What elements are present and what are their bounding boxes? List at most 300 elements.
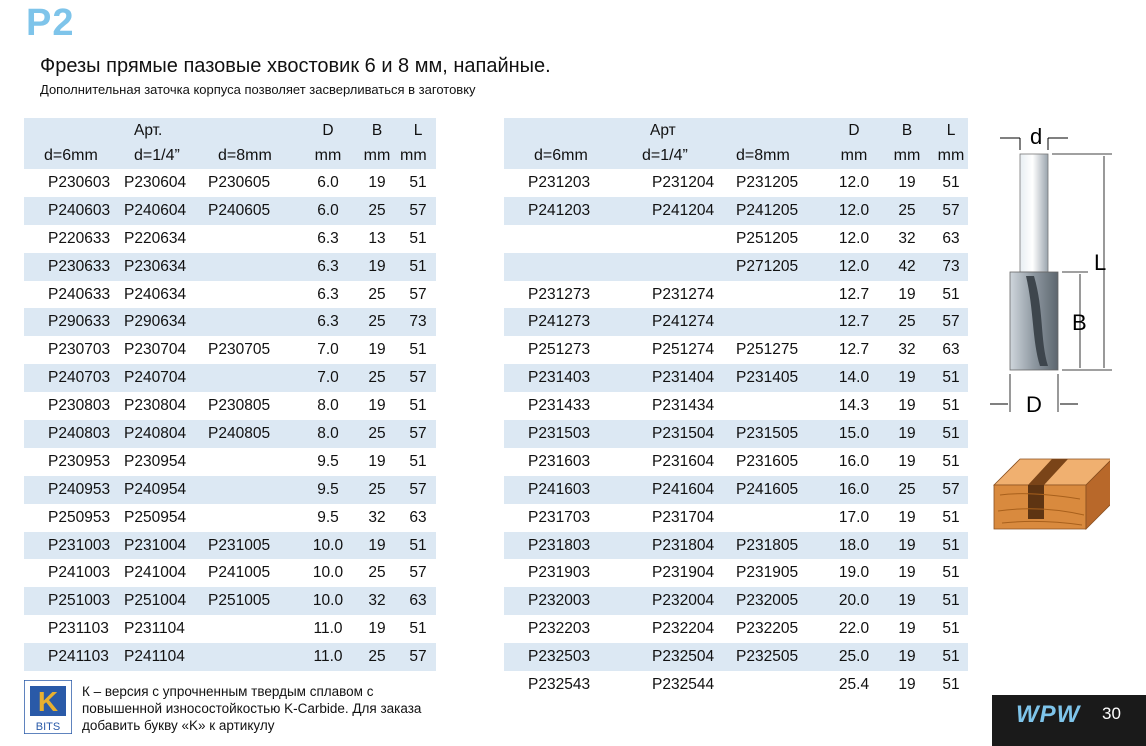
- col-header-unit: mm: [354, 143, 400, 169]
- d-cell: 25.4: [838, 675, 870, 693]
- art-d14-cell: P230604: [124, 173, 187, 191]
- art-d6-cell: P240703: [24, 364, 124, 392]
- art-d14-cell: P231274: [652, 285, 715, 303]
- art-d8-cell: P240605: [206, 197, 302, 225]
- table-row: [504, 615, 968, 643]
- art-d8-cell: P232205: [736, 620, 799, 638]
- d-cell: 19.0: [838, 564, 870, 582]
- k-bits-logo: [24, 680, 72, 734]
- col-header-art: Арт.: [124, 118, 206, 143]
- art-d8-cell: P251205: [736, 229, 799, 247]
- d-cell: 11.0: [313, 620, 343, 638]
- table-row: [24, 615, 436, 643]
- b-cell: 19: [368, 452, 386, 470]
- art-d6-cell: P231403: [504, 364, 634, 392]
- art-d6-cell: P231903: [528, 564, 591, 582]
- b-cell: 19: [898, 508, 916, 526]
- d-cell: 22.0: [838, 620, 870, 638]
- art-d14-cell: P232204: [652, 620, 715, 638]
- d-cell: 17.0: [838, 508, 870, 526]
- col-header-unit: mm: [400, 143, 436, 169]
- table-row: [504, 281, 968, 309]
- art-d14-cell: P241004: [124, 564, 187, 582]
- art-d8-cell: [206, 448, 302, 476]
- col-header-unit: mm: [828, 143, 880, 169]
- art-d6-cell: P240633: [48, 285, 111, 303]
- table-row: [504, 587, 968, 615]
- d-cell: 25.0: [828, 643, 880, 671]
- b-cell: 19: [368, 173, 386, 191]
- table-row: [504, 253, 968, 281]
- art-d8-cell: [206, 281, 302, 309]
- art-d14-cell: [634, 225, 732, 253]
- art-d8-cell: [206, 253, 302, 281]
- d-cell: 8.0: [302, 420, 354, 448]
- art-d8-cell: P231805: [732, 532, 828, 560]
- d-cell: 6.3: [302, 253, 354, 281]
- page-number: 30: [1102, 704, 1121, 723]
- art-d14-cell: P231104: [124, 620, 185, 638]
- b-cell: 25: [354, 643, 400, 671]
- b-cell: 25: [354, 197, 400, 225]
- art-d6-cell: P240603: [24, 197, 124, 225]
- art-d14-cell: P240804: [124, 420, 206, 448]
- l-cell: 51: [942, 452, 960, 470]
- art-d6-cell: P230703: [48, 341, 111, 359]
- art-d14-cell: P231904: [652, 564, 715, 582]
- wood-slot-illustration: [990, 455, 1110, 531]
- art-d8-cell: [732, 504, 828, 532]
- art-d8-cell: [206, 308, 302, 336]
- l-cell: 51: [942, 397, 960, 415]
- d-cell: 6.0: [302, 197, 354, 225]
- l-cell: 51: [934, 532, 968, 560]
- art-d8-cell: P241005: [208, 564, 271, 582]
- art-d8-cell: P230705: [208, 341, 271, 359]
- art-d6-cell: P232203: [528, 620, 591, 638]
- art-d8-cell: [206, 643, 302, 671]
- d-cell: 12.0: [838, 229, 870, 247]
- art-d6-cell: P251003: [24, 587, 124, 615]
- d-cell: 12.0: [828, 253, 880, 281]
- art-d8-cell: P251005: [206, 587, 302, 615]
- d-cell: 12.0: [828, 197, 880, 225]
- product-table-right: [504, 118, 968, 699]
- table-row: [24, 587, 436, 615]
- art-d14-cell: P250954: [124, 508, 187, 526]
- art-d8-cell: P231905: [736, 564, 799, 582]
- b-cell: 13: [368, 229, 386, 247]
- l-cell: 73: [400, 308, 436, 336]
- art-d8-cell: P231605: [736, 452, 799, 470]
- b-cell: 19: [898, 564, 916, 582]
- art-d14-cell: P231434: [652, 397, 715, 415]
- art-d6-cell: P241603: [504, 476, 634, 504]
- l-cell: 73: [934, 253, 968, 281]
- art-d14-cell: P241274: [634, 308, 732, 336]
- l-cell: 51: [942, 564, 960, 582]
- b-cell: 25: [368, 285, 386, 303]
- b-cell: 19: [368, 620, 386, 638]
- d-cell: 16.0: [838, 452, 870, 470]
- page-subtitle: Дополнительная заточка корпуса позволяет засверливаться в заготовку: [40, 82, 476, 97]
- table-row: [24, 364, 436, 392]
- b-cell: 19: [880, 587, 934, 615]
- art-d8-cell: P232505: [732, 643, 828, 671]
- art-d6-cell: P231003: [24, 532, 124, 560]
- table-row: [24, 336, 436, 364]
- l-cell: 63: [400, 587, 436, 615]
- art-d6-cell: P231203: [528, 173, 591, 191]
- art-d6-cell: P240803: [24, 420, 124, 448]
- table-row: [504, 448, 968, 476]
- b-cell: 32: [898, 341, 916, 359]
- d-cell: 6.3: [317, 229, 339, 247]
- l-cell: 51: [409, 229, 427, 247]
- art-d6-cell: P231103: [48, 620, 109, 638]
- d-cell: 12.7: [838, 285, 870, 303]
- label-d: d: [1030, 124, 1043, 149]
- b-cell: 19: [368, 341, 386, 359]
- l-cell: 51: [942, 620, 960, 638]
- art-d8-cell: P271205: [732, 253, 828, 281]
- col-header-unit: mm: [880, 143, 934, 169]
- art-d14-cell: P231704: [652, 508, 715, 526]
- art-d6-cell: P230633: [24, 253, 124, 281]
- art-d8-cell: P241605: [732, 476, 828, 504]
- table-row: [504, 643, 968, 671]
- table-row: [504, 225, 968, 253]
- art-d14-cell: P240704: [124, 364, 206, 392]
- l-cell: 57: [400, 364, 436, 392]
- l-cell: 57: [934, 197, 968, 225]
- b-cell: 25: [354, 420, 400, 448]
- d-cell: 10.0: [302, 532, 354, 560]
- d-cell: 6.3: [302, 308, 354, 336]
- col-header-l: L: [400, 118, 436, 143]
- art-d14-cell: P240954: [124, 476, 206, 504]
- art-d14-cell: P231004: [124, 532, 206, 560]
- table-row: [24, 532, 436, 560]
- art-d14-cell: P231404: [634, 364, 732, 392]
- art-d8-cell: P231405: [732, 364, 828, 392]
- art-d8-cell: [206, 476, 302, 504]
- art-d8-cell: [732, 281, 828, 309]
- art-d6-cell: P232003: [504, 587, 634, 615]
- table-row: [504, 671, 968, 699]
- b-cell: 25: [880, 476, 934, 504]
- art-d14-cell: P240634: [124, 285, 187, 303]
- d-cell: 15.0: [828, 420, 880, 448]
- table-row: [504, 532, 968, 560]
- art-d14-cell: P240604: [124, 197, 206, 225]
- l-cell: 51: [942, 285, 960, 303]
- art-d8-cell: [732, 308, 828, 336]
- l-cell: 51: [942, 508, 960, 526]
- col-header-art: Арт: [634, 118, 732, 143]
- d-cell: 7.0: [302, 364, 354, 392]
- art-d6-cell: P290633: [24, 308, 124, 336]
- art-d8-cell: P251275: [736, 341, 799, 359]
- table-row: [504, 420, 968, 448]
- art-d14-cell: P251004: [124, 587, 206, 615]
- label-B: B: [1072, 310, 1087, 335]
- l-cell: 51: [409, 620, 427, 638]
- b-cell: 25: [880, 308, 934, 336]
- l-cell: 57: [400, 197, 436, 225]
- art-d6-cell: P231503: [504, 420, 634, 448]
- art-d14-cell: P230634: [124, 253, 206, 281]
- art-d6-cell: P241273: [504, 308, 634, 336]
- art-d14-cell: P241604: [634, 476, 732, 504]
- b-cell: 19: [898, 173, 916, 191]
- section-logo: P2: [26, 2, 75, 44]
- art-d14-cell: P230954: [124, 452, 187, 470]
- art-d8-cell: P232005: [732, 587, 828, 615]
- table-row: [24, 448, 436, 476]
- art-d14-cell: P230804: [124, 397, 187, 415]
- d-cell: 16.0: [828, 476, 880, 504]
- b-cell: 25: [368, 564, 386, 582]
- l-cell: 57: [400, 476, 436, 504]
- l-cell: 51: [400, 532, 436, 560]
- table-row: [504, 559, 968, 587]
- col-header-d8: d=8mm: [206, 143, 302, 169]
- d-cell: 10.0: [312, 564, 344, 582]
- product-table-left: [24, 118, 436, 671]
- table-row: [504, 476, 968, 504]
- art-d8-cell: [206, 504, 302, 532]
- art-d8-cell: P231505: [732, 420, 828, 448]
- l-cell: 51: [934, 643, 968, 671]
- b-cell: 42: [880, 253, 934, 281]
- b-cell: 19: [368, 397, 386, 415]
- col-header-b: B: [880, 118, 934, 143]
- table-row: [24, 169, 436, 197]
- art-d6-cell: P250953: [48, 508, 111, 526]
- d-cell: 8.0: [317, 397, 339, 415]
- b-cell: 32: [354, 587, 400, 615]
- table-row: [24, 392, 436, 420]
- table-row: [24, 559, 436, 587]
- col-header-d14: d=1/4”: [124, 143, 206, 169]
- art-d14-cell: P232544: [652, 675, 715, 693]
- art-d6-cell: P230953: [48, 452, 111, 470]
- art-d6-cell: P231273: [528, 285, 591, 303]
- art-d6-cell: P230603: [48, 173, 111, 191]
- art-d14-cell: P220634: [124, 229, 187, 247]
- col-header-d8: d=8mm: [732, 143, 828, 169]
- table-row: [504, 364, 968, 392]
- d-cell: 20.0: [828, 587, 880, 615]
- l-cell: 51: [409, 397, 427, 415]
- art-d14-cell: P231804: [634, 532, 732, 560]
- b-cell: 19: [898, 675, 916, 693]
- art-d14-cell: P231204: [652, 173, 715, 191]
- col-header-d: D: [828, 118, 880, 143]
- art-d8-cell: P231005: [206, 532, 302, 560]
- b-cell: 25: [880, 197, 934, 225]
- art-d14-cell: P290634: [124, 308, 206, 336]
- svg-text:K: K: [37, 686, 59, 717]
- art-d14-cell: P251274: [652, 341, 715, 359]
- l-cell: 63: [942, 229, 960, 247]
- art-d8-cell: P231205: [736, 173, 799, 191]
- art-d14-cell: P232504: [634, 643, 732, 671]
- b-cell: 19: [880, 420, 934, 448]
- art-d6-cell: P240953: [24, 476, 124, 504]
- col-header-d6: d=6mm: [504, 143, 634, 169]
- col-header-d6: d=6mm: [24, 143, 124, 169]
- art-d6-cell: P231603: [528, 452, 591, 470]
- table-row: [24, 281, 436, 309]
- art-d6-cell: P231803: [504, 532, 634, 560]
- l-cell: 51: [409, 452, 427, 470]
- b-cell: 19: [354, 253, 400, 281]
- d-cell: 12.7: [838, 341, 870, 359]
- col-header-d14: d=1/4”: [634, 143, 732, 169]
- table-header-row: [24, 143, 436, 169]
- art-d14-cell: P231604: [652, 452, 715, 470]
- b-cell: 32: [898, 229, 916, 247]
- d-cell: 18.0: [828, 532, 880, 560]
- svg-text:BITS: BITS: [35, 721, 61, 733]
- art-d8-cell: [206, 615, 302, 643]
- l-cell: 51: [934, 364, 968, 392]
- b-cell: 19: [898, 397, 916, 415]
- table-row: [24, 504, 436, 532]
- table-row: [504, 336, 968, 364]
- art-d6-cell: [504, 253, 634, 281]
- art-d8-cell: [732, 392, 828, 420]
- table-row: [504, 197, 968, 225]
- table-row: [24, 308, 436, 336]
- label-L: L: [1094, 250, 1107, 275]
- art-d8-cell: [732, 671, 828, 699]
- art-d8-cell: P241205: [732, 197, 828, 225]
- table-row: [504, 504, 968, 532]
- col-header-d: D: [302, 118, 354, 143]
- table-row: [24, 643, 436, 671]
- l-cell: 57: [934, 308, 968, 336]
- art-d6-cell: [504, 225, 634, 253]
- d-cell: 12.0: [838, 173, 870, 191]
- art-d6-cell: P241003: [48, 564, 111, 582]
- l-cell: 57: [400, 420, 436, 448]
- l-cell: 63: [942, 341, 960, 359]
- art-d14-cell: P232004: [634, 587, 732, 615]
- table-row: [24, 253, 436, 281]
- art-d6-cell: P241203: [504, 197, 634, 225]
- table-header-row: [24, 118, 436, 143]
- d-cell: 6.0: [317, 173, 339, 191]
- b-cell: 19: [880, 364, 934, 392]
- b-cell: 19: [898, 285, 916, 303]
- art-d6-cell: P241103: [24, 643, 124, 671]
- l-cell: 51: [942, 173, 960, 191]
- l-cell: 51: [934, 587, 968, 615]
- b-cell: 25: [354, 476, 400, 504]
- art-d6-cell: P220633: [48, 229, 111, 247]
- k-carbide-note: К – версия с упрочненным твердым сплавом с повышенной износостойкостью K-Carbide. Для заказа добавить букву «K» к артикулу: [82, 684, 422, 733]
- art-d14-cell: P230704: [124, 341, 187, 359]
- art-d8-cell: [206, 364, 302, 392]
- page-title: Фрезы прямые пазовые хвостовик 6 и 8 мм, напайные.: [40, 55, 551, 77]
- art-d14-cell: [634, 253, 732, 281]
- col-header-l: L: [934, 118, 968, 143]
- b-cell: 19: [898, 452, 916, 470]
- art-d14-cell: P241204: [634, 197, 732, 225]
- l-cell: 63: [409, 508, 427, 526]
- l-cell: 51: [934, 420, 968, 448]
- table-row: [504, 169, 968, 197]
- table-row: [24, 225, 436, 253]
- l-cell: 57: [409, 564, 427, 582]
- l-cell: 57: [409, 285, 427, 303]
- d-cell: 10.0: [302, 587, 354, 615]
- l-cell: 57: [934, 476, 968, 504]
- art-d6-cell: P231703: [528, 508, 591, 526]
- b-cell: 25: [354, 364, 400, 392]
- d-cell: 12.7: [828, 308, 880, 336]
- l-cell: 57: [400, 643, 436, 671]
- b-cell: 19: [354, 532, 400, 560]
- d-cell: 14.0: [828, 364, 880, 392]
- d-cell: 9.5: [317, 452, 339, 470]
- table-row: [24, 476, 436, 504]
- l-cell: 51: [409, 173, 427, 191]
- art-d8-cell: [206, 225, 302, 253]
- art-d6-cell: P231433: [528, 397, 591, 415]
- b-cell: 19: [898, 620, 916, 638]
- table-row: [24, 420, 436, 448]
- d-cell: 14.3: [838, 397, 870, 415]
- table-row: [504, 392, 968, 420]
- art-d6-cell: P232543: [528, 675, 591, 693]
- art-d6-cell: P230803: [48, 397, 111, 415]
- l-cell: 51: [400, 253, 436, 281]
- col-header-unit: mm: [302, 143, 354, 169]
- l-cell: 51: [942, 675, 960, 693]
- d-cell: 11.0: [302, 643, 354, 671]
- b-cell: 19: [880, 643, 934, 671]
- col-header-b: B: [354, 118, 400, 143]
- d-cell: 9.5: [317, 508, 339, 526]
- l-cell: 51: [409, 341, 427, 359]
- art-d14-cell: P231504: [634, 420, 732, 448]
- b-cell: 32: [368, 508, 386, 526]
- d-cell: 6.3: [317, 285, 339, 303]
- art-d8-cell: P240805: [206, 420, 302, 448]
- label-D: D: [1026, 392, 1042, 417]
- art-d6-cell: P251273: [528, 341, 591, 359]
- brand-logo: WPW: [1016, 701, 1081, 728]
- table-row: [504, 308, 968, 336]
- art-d6-cell: P232503: [504, 643, 634, 671]
- col-header-unit: mm: [934, 143, 968, 169]
- art-d8-cell: P230805: [208, 397, 271, 415]
- d-cell: 9.5: [302, 476, 354, 504]
- art-d8-cell: P230605: [208, 173, 271, 191]
- table-row: [24, 197, 436, 225]
- table-header-row: [504, 118, 968, 143]
- art-d14-cell: P241104: [124, 643, 206, 671]
- d-cell: 7.0: [317, 341, 339, 359]
- b-cell: 25: [354, 308, 400, 336]
- table-header-row: [504, 143, 968, 169]
- b-cell: 19: [880, 532, 934, 560]
- router-bit-diagram: [982, 120, 1142, 420]
